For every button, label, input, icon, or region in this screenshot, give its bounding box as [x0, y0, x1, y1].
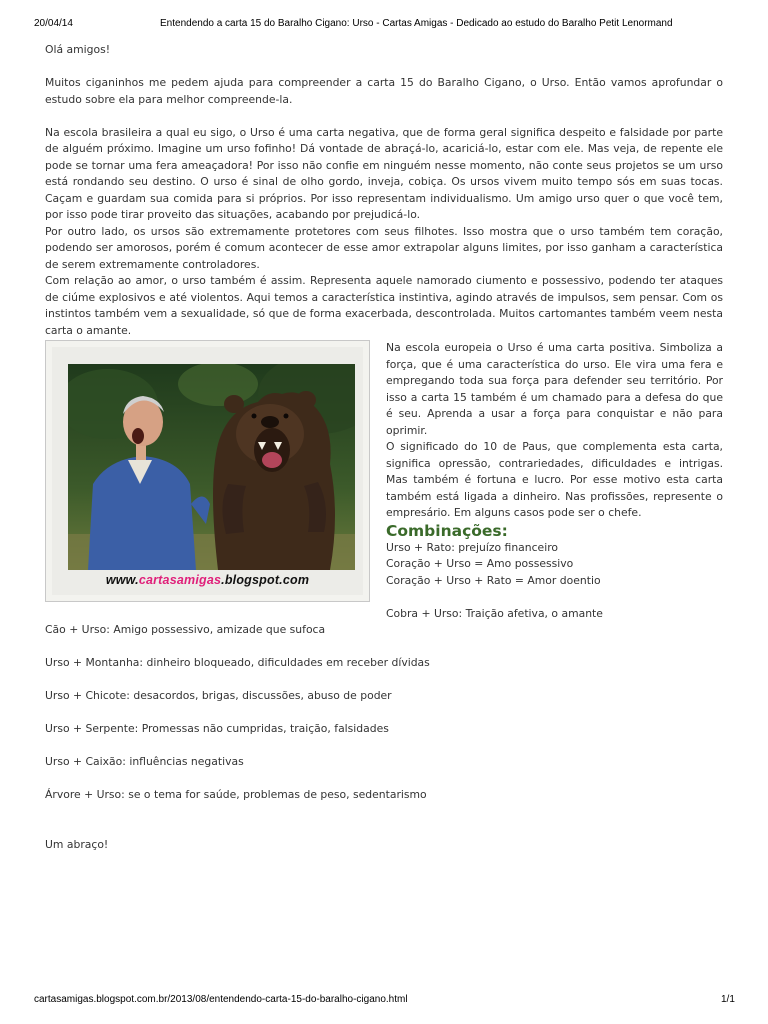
- combination-item: Coração + Urso + Rato = Amor doentio: [386, 573, 601, 587]
- protective-paragraph: Por outro lado, os ursos são extremamente protetores com seus filhotes. Isso mostra que o urso também tem coração, podendo ser amorosos, porém é comum acontecer de esse amor extrapolar alguns limites, por isso ganham a característica de serem extremamente controladores.: [45, 224, 723, 271]
- image-watermark: www.cartasamigas.blogspot.com: [105, 573, 310, 587]
- combination-item: Cobra + Urso: Traição afetiva, o amante: [386, 606, 603, 620]
- combination-item: Árvore + Urso: se o tema for saúde, problemas de peso, sedentarismo: [45, 788, 427, 801]
- combinations-heading: Combinações:: [386, 521, 508, 540]
- combination-item: Urso + Serpente: Promessas não cumpridas, traição, falsidades: [45, 722, 389, 735]
- bear-image: [45, 340, 370, 602]
- combination-item: Urso + Montanha: dinheiro bloqueado, dificuldades em receber dívidas: [45, 656, 430, 669]
- print-date: 20/04/14: [34, 18, 73, 29]
- intro-paragraph: Muitos ciganinhos me pedem ajuda para compreender a carta 15 do Baralho Cigano, o Urso. Então vamos aprofundar o estudo sobre ela para melhor compreende-la.: [45, 76, 723, 106]
- print-page-title: Entendendo a carta 15 do Baralho Cigano: Urso - Cartas Amigas - Dedicado ao estudo do Baralho Petit Lenormand: [160, 18, 673, 29]
- combination-item: Coração + Urso = Amo possessivo: [386, 557, 574, 570]
- ten-of-clubs-paragraph: O significado do 10 de Paus, que complementa esta carta, significa opressão, contrariedades, dificuldades e intrigas. Mas também é fortuna e lucro. Por esse motivo esta carta também está ligada a dinheiro. Nas profissões, represente o empresário. Em alguns casos pode ser o chefe.: [386, 440, 723, 519]
- print-url: cartasamigas.blogspot.com.br/2013/08/entendendo-carta-15-do-baralho-cigano.html: [34, 994, 408, 1005]
- combination-item: Cão + Urso: Amigo possessivo, amizade que sufoca: [45, 623, 326, 636]
- article-body: [45, 42, 723, 339]
- brazilian-school-paragraph: Na escola brasileira a qual eu sigo, o Urso é uma carta negativa, que de forma geral significa despeito e falsidade por parte de alguém próximo. Imagine um urso fofinho! Dá vontade de abraçá-lo, acariciá-lo, estar com ele. Mas veja, de repente ele pode se tornar uma fera ameaçadora! Por isso não confie em ninguém nesse momento, não conte seus projetos se um urso está rondando seu destino. O urso é sinal de olho gordo, inveja, cobiça. Os ursos vivem muito tempo sós em suas tocas. Caçam e guardam sua comida para si próprios. Por isso representam individualismo. Um amigo urso quer o que você tem, por isso pode tirar proveito das situações, acabando por prejudicá-lo.: [45, 125, 723, 221]
- side-column: [386, 340, 723, 622]
- combinations-list: [45, 622, 723, 853]
- love-paragraph: Com relação ao amor, o urso também é assim. Representa aquele namorado ciumento e possessivo, podendo ter ataques de ciúme explosivos e até violentos. Aqui temos a característica instintiva, agindo através de impulsos, sem pensar. Com os instintos também vem a sexualidade, só que de forma exacerbada, descontrolada. Muitos cartomantes também veem nesta carta o amante.: [45, 274, 723, 337]
- combination-item: Urso + Rato: prejuízo financeiro: [386, 540, 559, 554]
- print-page-number: 1/1: [721, 994, 735, 1005]
- european-school-paragraph: Na escola europeia o Urso é uma carta positiva. Simboliza a força, que é uma característica do urso. Ele vira uma fera e empregando toda sua força para defender seu território. Por isso a carta 15 também é um chamado para a defesa do que é seu. Aprenda a usar a força para conquistar e não para oprimir.: [386, 341, 723, 437]
- combination-item: Urso + Caixão: influências negativas: [45, 755, 244, 768]
- greeting: Olá amigos!: [45, 43, 111, 56]
- combination-item: Urso + Chicote: desacordos, brigas, discussões, abuso de poder: [45, 689, 392, 702]
- man-and-bear-photo: [68, 364, 355, 570]
- farewell: Um abraço!: [45, 837, 109, 851]
